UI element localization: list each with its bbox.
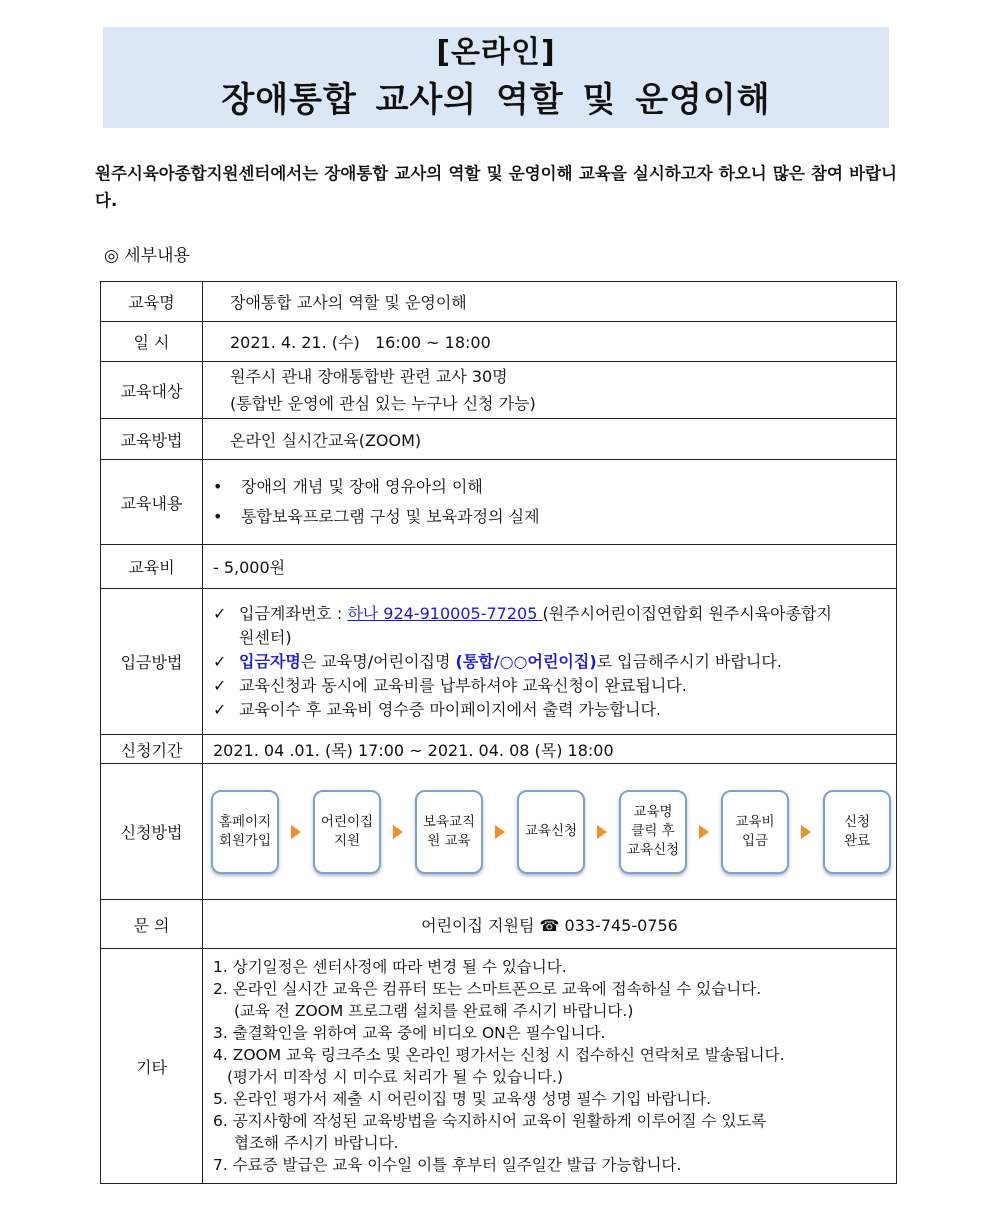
content-item-1: 장애의 개념 및 장애 영유아의 이해 bbox=[241, 477, 483, 496]
account-prefix: 입금계좌번호 : bbox=[239, 603, 348, 623]
title-banner bbox=[103, 27, 889, 128]
payment-note-3: 교육신청과 동시에 교육비를 납부하셔야 교육신청이 완료됩니다. bbox=[239, 675, 687, 695]
row-label-content: 교육내용 bbox=[101, 460, 203, 545]
row-label-period: 신청기간 bbox=[101, 735, 203, 764]
check-icon: ✓ bbox=[213, 699, 227, 719]
arrow-right-icon bbox=[801, 825, 811, 839]
arrow-right-icon bbox=[393, 825, 403, 839]
table-row bbox=[101, 900, 897, 949]
details-table bbox=[100, 281, 897, 1184]
depositor-format: (통합/○○어린이집) bbox=[455, 651, 597, 671]
target-line-2: (통합반 운영에 관심 있는 누구나 신청 가능) bbox=[230, 394, 536, 413]
depositor-label: 입금자명 bbox=[239, 651, 301, 671]
course-name-value: 장애통합 교사의 역할 및 운영이해 bbox=[203, 282, 897, 322]
table-row bbox=[101, 589, 897, 735]
row-label-method: 교육방법 bbox=[101, 419, 203, 460]
payment-value bbox=[203, 589, 897, 735]
target-value bbox=[203, 362, 897, 419]
table-row bbox=[101, 282, 897, 322]
title-tag: [온라인] bbox=[436, 35, 556, 70]
content-value bbox=[203, 460, 897, 545]
arrow-right-icon bbox=[597, 825, 607, 839]
etc-line: 3. 출결확인을 위하여 교육 중에 비디오 ON은 필수입니다. bbox=[213, 1024, 606, 1042]
table-row bbox=[101, 764, 897, 900]
etc-line: (교육 전 ZOOM 프로그램 설치를 완료해 주시기 바랍니다.) bbox=[234, 1002, 634, 1020]
bullet-icon: • bbox=[213, 477, 223, 496]
etc-value bbox=[203, 949, 897, 1184]
account-number-link[interactable]: 하나 924-910005-77205 bbox=[347, 603, 543, 623]
content-item-2: 통합보육프로그램 구성 및 보육과정의 실제 bbox=[241, 507, 540, 526]
section-label: ◎ 세부내용 bbox=[104, 246, 190, 266]
page-title: 장애통합 교사의 역할 및 운영이해 bbox=[221, 80, 771, 120]
table-row bbox=[101, 419, 897, 460]
etc-line: 7. 수료증 발급은 교육 이수일 이틀 후부터 일주일간 발급 가능합니다. bbox=[213, 1156, 682, 1174]
fee-value: - 5,000원 bbox=[203, 545, 897, 589]
date-value: 2021. 4. 21. (수) 16:00 ~ 18:00 bbox=[203, 322, 897, 362]
step-5-click-course: 교육명 클릭 후 교육신청 bbox=[619, 790, 687, 874]
step-flow bbox=[203, 790, 896, 874]
list-item bbox=[213, 472, 896, 502]
table-row bbox=[101, 460, 897, 545]
etc-line: 협조해 주시기 바랍니다. bbox=[234, 1134, 399, 1152]
step-2-daycare: 어린이집 지원 bbox=[313, 790, 381, 874]
list-item bbox=[213, 602, 896, 626]
account-holder-cont: 원센터) bbox=[239, 627, 292, 647]
depositor-mid: 은 교육명/어린이집명 bbox=[300, 651, 456, 671]
bullet-icon: • bbox=[213, 507, 223, 526]
row-label-inquiry: 문 의 bbox=[101, 900, 203, 949]
arrow-right-icon bbox=[291, 825, 301, 839]
list-item bbox=[213, 674, 896, 698]
row-label-target: 교육대상 bbox=[101, 362, 203, 419]
inquiry-value: 어린이집 지원팀 ☎ 033-745-0756 bbox=[203, 900, 897, 949]
table-row bbox=[101, 362, 897, 419]
arrow-right-icon bbox=[495, 825, 505, 839]
table-row bbox=[101, 949, 897, 1184]
check-icon: ✓ bbox=[213, 651, 227, 671]
step-7-complete: 신청 완료 bbox=[823, 790, 891, 874]
list-item bbox=[213, 698, 896, 722]
etc-line: 4. ZOOM 교육 링크주소 및 온라인 평가서는 신청 시 접수하신 연락처로 발송됩니다. bbox=[213, 1046, 785, 1064]
row-label-payment: 입금방법 bbox=[101, 589, 203, 735]
row-label-date: 일 시 bbox=[101, 322, 203, 362]
account-holder: (원주시어린이집연합회 원주시육아종합지 bbox=[542, 603, 833, 623]
payment-note-4: 교육이수 후 교육비 영수증 마이페이지에서 출력 가능합니다. bbox=[239, 699, 662, 719]
etc-line: 6. 공지사항에 작성된 교육방법을 숙지하시어 교육이 원활하게 이루어질 수 있도록 bbox=[213, 1112, 767, 1130]
method-value: 온라인 실시간교육(ZOOM) bbox=[203, 419, 897, 460]
row-label-apply: 신청방법 bbox=[101, 764, 203, 900]
step-4-apply: 교육신청 bbox=[517, 790, 585, 874]
depositor-end: 로 입금해주시기 바랍니다. bbox=[596, 651, 782, 671]
row-label-fee: 교육비 bbox=[101, 545, 203, 589]
arrow-right-icon bbox=[699, 825, 709, 839]
step-6-payment: 교육비 입금 bbox=[721, 790, 789, 874]
row-label-name: 교육명 bbox=[101, 282, 203, 322]
table-row bbox=[101, 735, 897, 764]
check-icon: ✓ bbox=[213, 603, 227, 623]
period-value: 2021. 04 .01. (목) 17:00 ~ 2021. 04. 08 (목) 18:00 bbox=[203, 735, 897, 764]
etc-line: 2. 온라인 실시간 교육은 컴퓨터 또는 스마트폰으로 교육에 접속하실 수 있습니다. bbox=[213, 980, 762, 998]
intro-text: 원주시육아종합지원센터에서는 장애통합 교사의 역할 및 운영이해 교육을 실시하고자 하오니 많은 참여 바랍니다. bbox=[95, 164, 897, 210]
step-3-staff-education: 보육교직 원 교육 bbox=[415, 790, 483, 874]
list-item bbox=[213, 502, 896, 532]
step-1-signup: 홈페이지 회원가입 bbox=[211, 790, 279, 874]
etc-line: 5. 온라인 평가서 제출 시 어린이집 명 및 교육생 성명 필수 기입 바랍니다. bbox=[213, 1090, 712, 1108]
etc-line: (평가서 미작성 시 미수료 처리가 될 수 있습니다.) bbox=[227, 1068, 563, 1086]
target-line-1: 원주시 관내 장애통합반 관련 교사 30명 bbox=[230, 367, 508, 386]
etc-line: 1. 상기일정은 센터사정에 따라 변경 될 수 있습니다. bbox=[213, 958, 567, 976]
row-label-etc: 기타 bbox=[101, 949, 203, 1184]
table-row bbox=[101, 545, 897, 589]
list-item bbox=[213, 650, 896, 674]
check-icon: ✓ bbox=[213, 675, 227, 695]
apply-steps bbox=[203, 764, 897, 900]
table-row bbox=[101, 322, 897, 362]
